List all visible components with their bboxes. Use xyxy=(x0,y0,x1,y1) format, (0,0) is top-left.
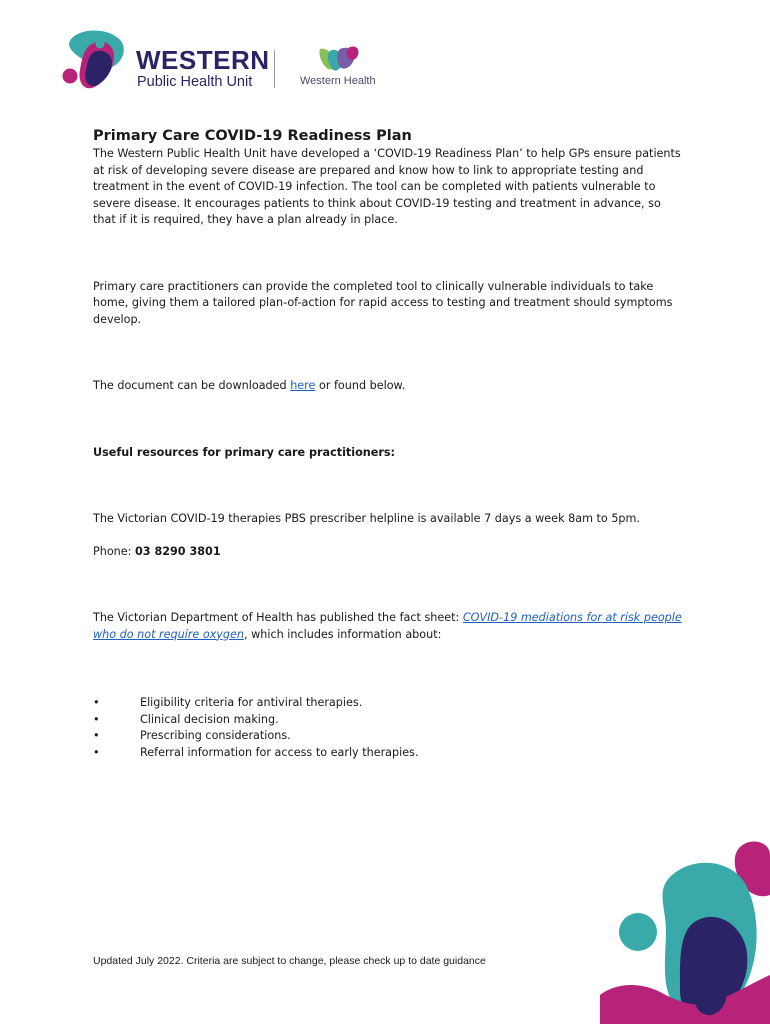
bullet-icon: • xyxy=(93,712,100,726)
download-paragraph xyxy=(93,378,683,395)
resources-heading: Useful resources for primary care practitioners: xyxy=(93,445,395,459)
logo-divider xyxy=(274,50,275,88)
list-item-text: Clinical decision making. xyxy=(140,712,279,726)
page-title: Primary Care COVID-19 Readiness Plan xyxy=(93,128,412,144)
factsheet-paragraph xyxy=(93,610,683,643)
document-body xyxy=(93,126,683,761)
phone-number: 03 8290 3801 xyxy=(134,544,221,558)
wphu-logo-icon xyxy=(58,30,130,92)
helpline-paragraph: The Victorian COVID-19 therapies PBS prescriber helpline is available 7 days a week 8am to 5pm. xyxy=(93,512,640,525)
factsheet-text-after: , which includes information about: xyxy=(244,627,442,641)
footer-note: Updated July 2022. Criteria are subject to change, please check up to date guidance xyxy=(93,955,486,967)
factsheet-link[interactable]: COVID-19 mediations for at risk people who do not require oxygen xyxy=(93,611,682,641)
partner-name: Western Health xyxy=(300,75,376,87)
list-item-text: Referral information for access to early therapies. xyxy=(140,745,419,759)
brand-subtitle: Public Health Unit xyxy=(137,74,253,90)
list-item xyxy=(93,712,683,729)
list-item xyxy=(93,695,683,712)
intro-paragraph: The Western Public Health Unit have developed a ‘COVID-19 Readiness Plan’ to help GPs ensure patients at risk of developing severe disease are prepared and know how to link to appropriate testing and treatment in the event of COVID-19 infection. The tool can be completed with patients vulnerable to severe disease. It encourages patients to think about COVID-19 testing and treatment in advance, so that if it is required, they have a plan already in place. xyxy=(93,147,681,226)
phone-label: Phone: xyxy=(93,544,135,558)
list-item-text: Eligibility criteria for antiviral therapies. xyxy=(140,696,363,709)
document-header xyxy=(0,0,770,120)
decorative-shapes-icon xyxy=(600,835,770,1024)
download-text-before: The document can be downloaded xyxy=(93,379,291,392)
download-here-link[interactable]: here xyxy=(290,379,316,392)
bullet-icon: • xyxy=(93,696,100,709)
factsheet-text-before: The Victorian Department of Health has published the fact sheet: xyxy=(93,611,463,624)
download-text-after: or found below. xyxy=(315,379,406,392)
phone-line xyxy=(93,544,683,561)
list-item xyxy=(93,728,683,745)
list-item xyxy=(93,745,683,762)
practitioners-paragraph: Primary care practitioners can provide the completed tool to clinically vulnerable individuals to take home, giving them a tailored plan-of-action for rapid access to testing and treatment should symptoms develop. xyxy=(93,279,673,326)
list-item-text: Prescribing considerations. xyxy=(140,729,291,742)
western-health-logo-icon xyxy=(316,45,362,73)
factsheet-bullet-list xyxy=(93,695,683,761)
bullet-icon: • xyxy=(93,729,100,742)
brand-title: WESTERN xyxy=(136,45,270,75)
bullet-icon: • xyxy=(93,745,100,759)
